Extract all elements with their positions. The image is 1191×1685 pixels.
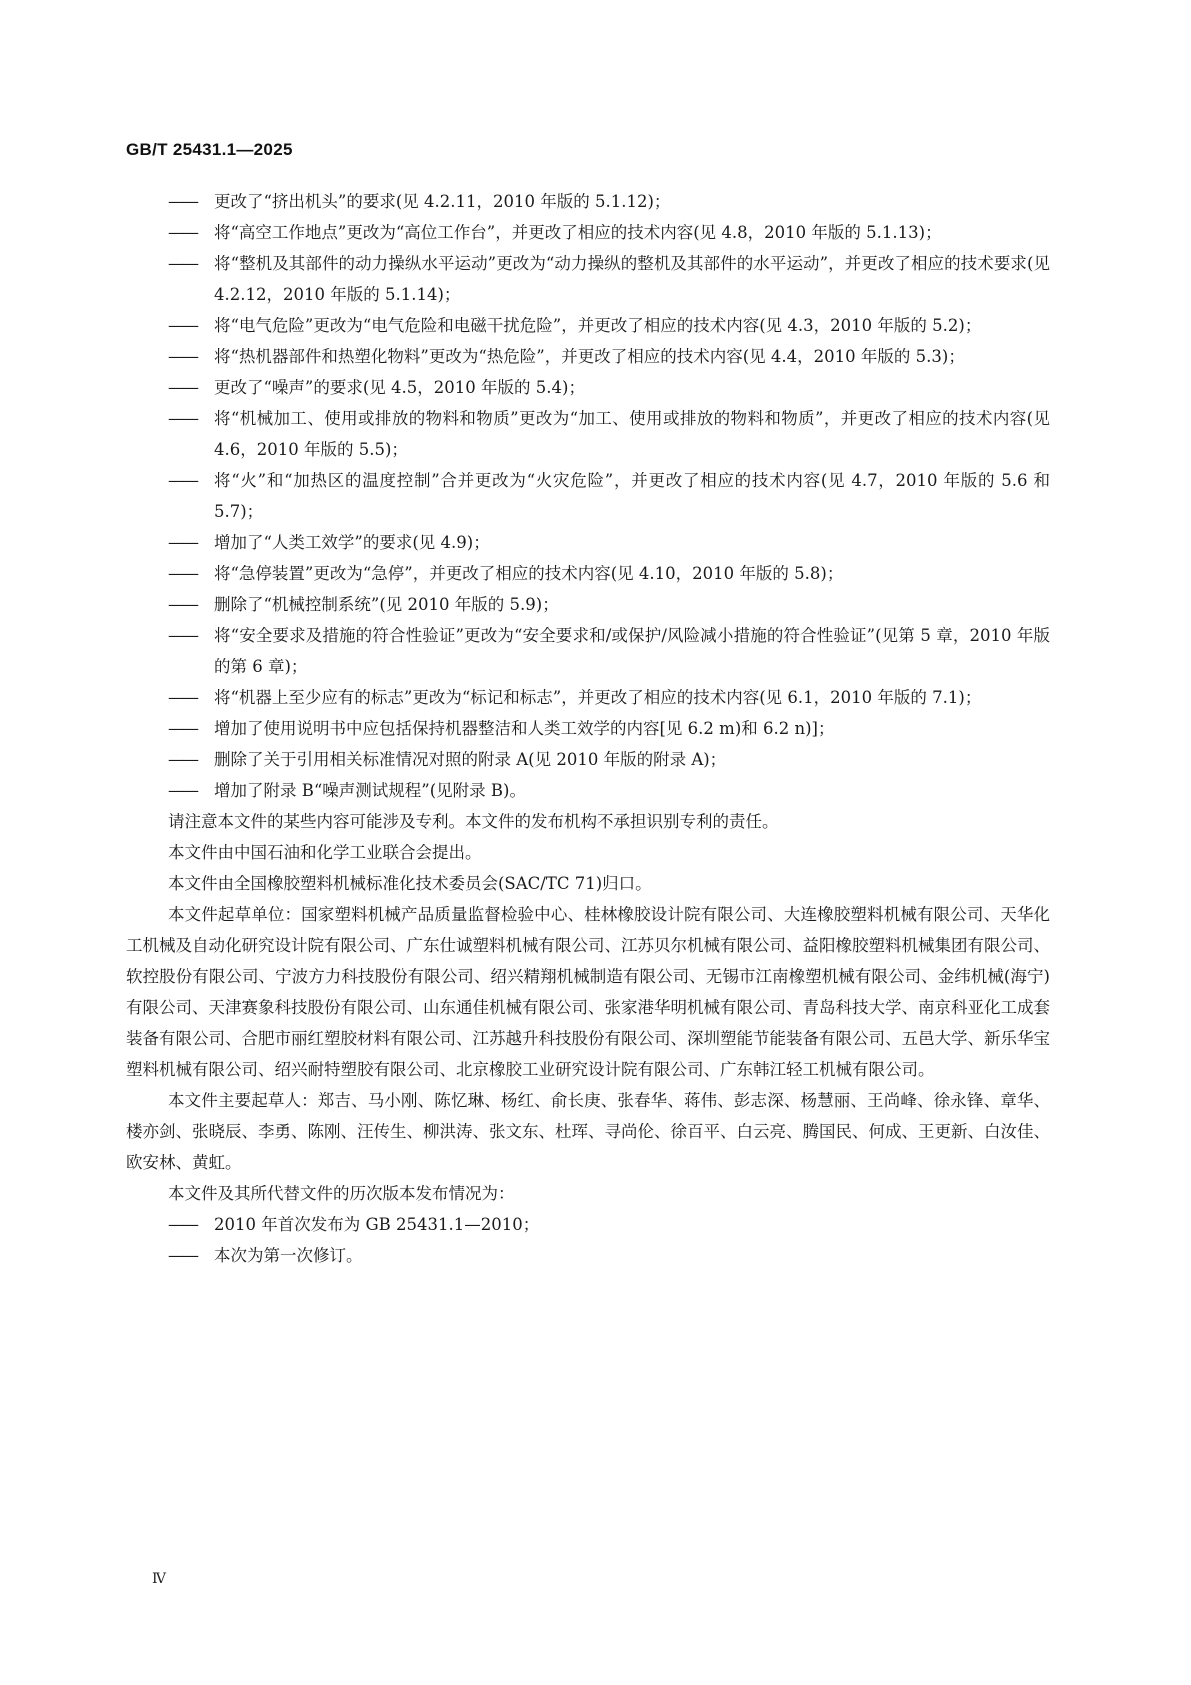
patent-notice: 请注意本文件的某些内容可能涉及专利。本文件的发布机构不承担识别专利的责任。 xyxy=(168,812,779,831)
change-item-text: 将“热机器部件和热塑化物料”更改为“热危险”，并更改了相应的技术内容(见 4.4，2010 年版的 5.3)； xyxy=(214,347,965,366)
dash-marker: —— xyxy=(168,192,197,211)
dash-marker: —— xyxy=(168,471,197,490)
history-intro: 本文件及其所代替文件的历次版本发布情况为： xyxy=(168,1184,515,1203)
change-item xyxy=(168,682,1050,713)
dash-marker: —— xyxy=(168,533,197,552)
change-item xyxy=(168,341,1050,372)
dash-marker: —— xyxy=(168,688,197,707)
dash-marker: —— xyxy=(168,781,197,800)
change-item xyxy=(168,186,1050,217)
dash-marker: —— xyxy=(168,750,197,769)
change-item xyxy=(168,310,1050,341)
change-item xyxy=(168,744,1050,775)
change-item xyxy=(168,558,1050,589)
change-item-text: 将“机器上至少应有的标志”更改为“标记和标志”，并更改了相应的技术内容(见 6.1，2010 年版的 7.1)； xyxy=(214,688,982,707)
history-item-text: 2010 年首次发布为 GB 25431.1—2010； xyxy=(214,1215,540,1234)
history-item xyxy=(168,1240,1050,1271)
page-number: Ⅳ xyxy=(152,1571,166,1587)
document-id-header: GB/T 25431.1—2025 xyxy=(126,140,293,159)
drafting-units: 本文件起草单位：国家塑料机械产品质量监督检验中心、桂林橡胶设计院有限公司、大连橡胶塑料机械有限公司、天华化工机械及自动化研究设计院有限公司、广东仕诚塑料机械有限公司、江苏贝尔机械有限公司、益阳橡胶塑料机械集团有限公司、软控股份有限公司、宁波方力科技股份有限公司、绍兴精翔机械制造有限公司、无锡市江南橡塑机械有限公司、金纬机械(海宁)有限公司、天津赛象科技股份有限公司、山东通佳机械有限公司、张家港华明机械有限公司、青岛科技大学、南京科亚化工成套装备有限公司、合肥市丽红塑胶材料有限公司、江苏越升科技股份有限公司、深圳塑能节能装备有限公司、五邑大学、新乐华宝塑料机械有限公司、绍兴耐特塑胶有限公司、北京橡胶工业研究设计院有限公司、广东韩江轻工机械有限公司。 xyxy=(126,905,1050,1079)
change-item-text: 删除了“机械控制系统”(见 2010 年版的 5.9)； xyxy=(214,595,559,614)
dash-marker: —— xyxy=(168,347,197,366)
dash-marker: —— xyxy=(168,626,197,645)
history-item-text: 本次为第一次修订。 xyxy=(214,1246,363,1265)
change-item-text: 将“机械加工、使用或排放的物料和物质”更改为“加工、使用或排放的物料和物质”，并更改了相应的技术内容(见 4.6，2010 年版的 5.5)； xyxy=(214,409,1050,459)
dash-marker: —— xyxy=(168,1215,197,1234)
change-item xyxy=(168,372,1050,403)
change-item-text: 增加了使用说明书中应包括保持机器整洁和人类工效学的内容[见 6.2 m)和 6.2 n)]； xyxy=(214,719,835,738)
change-item xyxy=(168,775,1050,806)
dash-marker: —— xyxy=(168,378,197,397)
change-item-text: 更改了“噪声”的要求(见 4.5，2010 年版的 5.4)； xyxy=(214,378,585,397)
change-item-text: 增加了“人类工效学”的要求(见 4.9)； xyxy=(214,533,490,552)
dash-marker: —— xyxy=(168,223,197,242)
foreword-content xyxy=(126,186,1050,1271)
dash-marker: —— xyxy=(168,719,197,738)
change-item xyxy=(168,620,1050,682)
change-item xyxy=(168,527,1050,558)
dash-marker: —— xyxy=(168,564,197,583)
change-item-text: 增加了附录 B“噪声测试规程”(见附录 B)。 xyxy=(214,781,526,800)
dash-marker: —— xyxy=(168,409,197,428)
change-item-text: 将“电气危险”更改为“电气危险和电磁干扰危险”，并更改了相应的技术内容(见 4.3，2010 年版的 5.2)； xyxy=(214,316,982,335)
change-item xyxy=(168,248,1050,310)
dash-marker: —— xyxy=(168,316,197,335)
main-drafters: 本文件主要起草人：郑吉、马小刚、陈忆琳、杨红、俞长庚、张春华、蒋伟、彭志深、杨慧丽、王尚峰、徐永锋、章华、楼亦剑、张晓辰、李勇、陈刚、汪传生、柳洪涛、张文东、杜珲、寻尚伦、徐百平、白云亮、腾国民、何成、王更新、白汝佳、欧安林、黄虹。 xyxy=(126,1091,1050,1172)
change-item-text: 将“火”和“加热区的温度控制”合并更改为“火灾危险”，并更改了相应的技术内容(见 4.7，2010 年版的 5.6 和 5.7)； xyxy=(214,471,1050,521)
change-item xyxy=(168,713,1050,744)
proposer-statement: 本文件由中国石油和化学工业联合会提出。 xyxy=(168,843,482,862)
dash-marker: —— xyxy=(168,595,197,614)
dash-marker: —— xyxy=(168,254,197,273)
change-item xyxy=(168,589,1050,620)
dash-marker: —— xyxy=(168,1246,197,1265)
history-item xyxy=(168,1209,1050,1240)
change-item-text: 将“急停装置”更改为“急停”，并更改了相应的技术内容(见 4.10，2010 年版的 5.8)； xyxy=(214,564,844,583)
change-item-text: 更改了“挤出机头”的要求(见 4.2.11，2010 年版的 5.1.12)； xyxy=(214,192,671,211)
change-item-text: 删除了关于引用相关标准情况对照的附录 A(见 2010 年版的附录 A)； xyxy=(214,750,727,769)
change-item xyxy=(168,217,1050,248)
committee-statement: 本文件由全国橡胶塑料机械标准化技术委员会(SAC/TC 71)归口。 xyxy=(168,874,652,893)
change-item-text: 将“高空工作地点”更改为“高位工作台”，并更改了相应的技术内容(见 4.8，2010 年版的 5.1.13)； xyxy=(214,223,942,242)
change-item xyxy=(168,465,1050,527)
change-item xyxy=(168,403,1050,465)
change-item-text: 将“安全要求及措施的符合性验证”更改为“安全要求和/或保护/风险减小措施的符合性验证”(见第 5 章，2010 年版的第 6 章)； xyxy=(214,626,1050,676)
change-item-text: 将“整机及其部件的动力操纵水平运动”更改为“动力操纵的整机及其部件的水平运动”，并更改了相应的技术要求(见 4.2.12，2010 年版的 5.1.14)； xyxy=(214,254,1050,304)
